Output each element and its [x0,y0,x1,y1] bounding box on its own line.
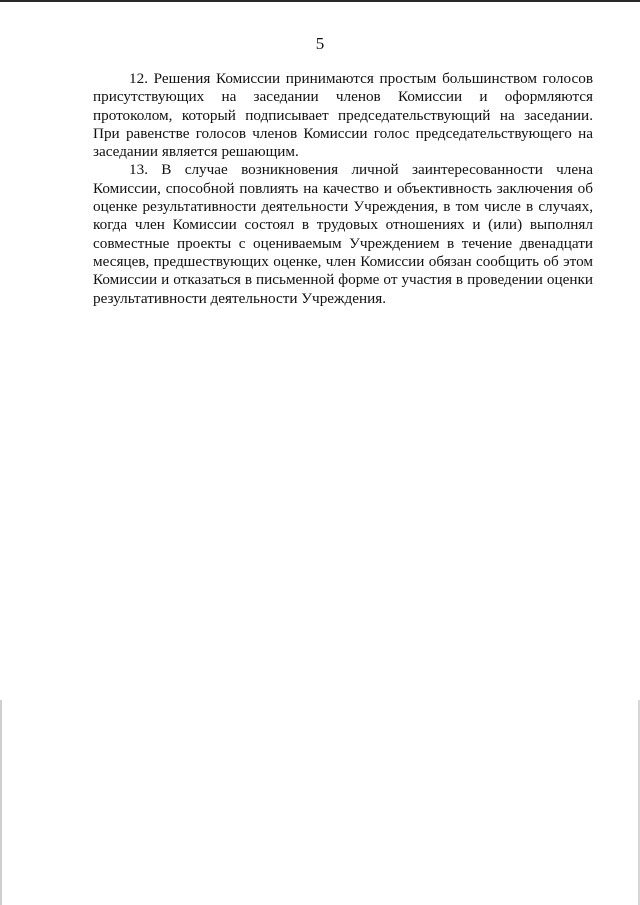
scan-top-border [0,0,640,2]
scan-left-edge [0,700,2,905]
paragraph-13: 13. В случае возникновения личной заинтересованности члена Комиссии, способной повлиять на качество и объективность заключения об оценке результативности деятельности Учреждения, в том числе в случаях, когда член Комиссии состоял в трудовых отношениях и (или) выполнял совместные проекты с оцениваемым Учреждением в течение двенадцати месяцев, предшествующих оценке, член Комиссии обязан сообщить об этом Комиссии и отказаться в письменной форме от участия в проведении оценки результативности деятельности Учреждения. [93,161,593,307]
document-body [93,70,593,308]
page-number: 5 [315,34,325,53]
paragraph-12: 12. Решения Комиссии принимаются простым большинством голосов присутствующих на заседании членов Комиссии и оформляются протоколом, который подписывает председательствующий на заседании. При равенстве голосов членов Комиссии голос председательствующего на заседании является решающим. [93,70,593,161]
